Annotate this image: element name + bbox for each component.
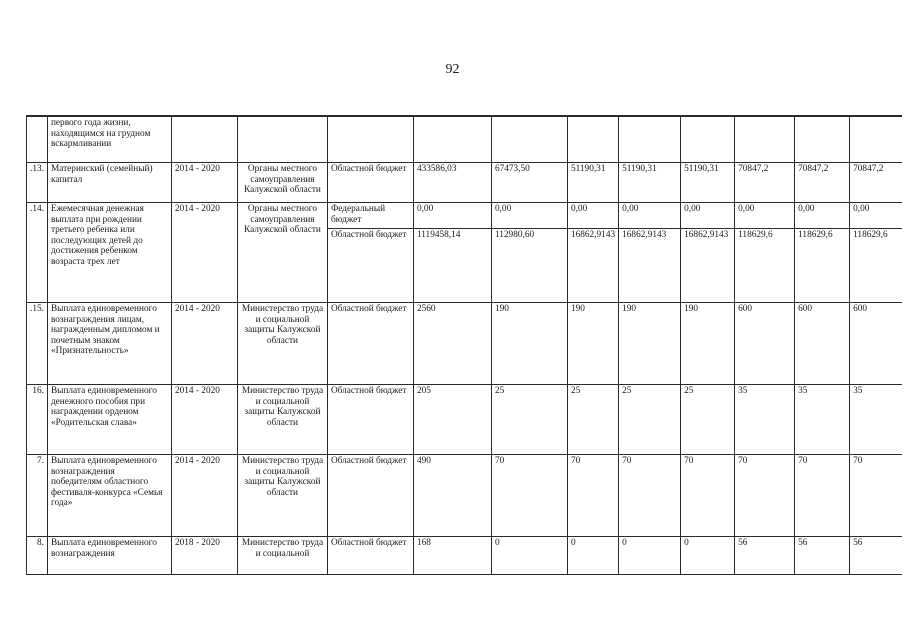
amount-cell: 70 bbox=[735, 455, 795, 537]
empty-cell bbox=[237, 116, 327, 163]
executor-cell: Органы местного самоуправления Калужской области bbox=[237, 203, 327, 303]
amount-cell: 67473,50 bbox=[491, 163, 567, 203]
amount-cell: 0,00 bbox=[735, 203, 795, 229]
amount-cell: 433586,03 bbox=[413, 163, 491, 203]
empty-cell bbox=[567, 116, 618, 163]
table-row bbox=[27, 385, 902, 455]
executor-cell: Министерство труда и социальной защиты Калужской области bbox=[237, 385, 327, 455]
amount-cell: 190 bbox=[681, 303, 735, 385]
amount-cell: 25 bbox=[567, 385, 618, 455]
funding-source-cell: Областной бюджет bbox=[327, 163, 413, 203]
empty-cell bbox=[413, 116, 491, 163]
row-number-cell: 8. bbox=[27, 537, 48, 575]
amount-cell: 16862,9143 bbox=[681, 229, 735, 303]
table-row bbox=[27, 303, 902, 385]
executor-cell: Органы местного самоуправления Калужской области bbox=[237, 163, 327, 203]
amount-cell: 35 bbox=[850, 385, 902, 455]
amount-cell: 0,00 bbox=[681, 203, 735, 229]
amount-cell: 16862,9143 bbox=[567, 229, 618, 303]
executor-cell: Министерство труда и социальной bbox=[237, 537, 327, 575]
amount-cell: 118629,6 bbox=[735, 229, 795, 303]
amount-cell: 600 bbox=[850, 303, 902, 385]
amount-cell: 35 bbox=[795, 385, 850, 455]
empty-cell bbox=[795, 116, 850, 163]
funding-source-cell: Областной бюджет bbox=[327, 537, 413, 575]
funding-source-cell: Областной бюджет bbox=[327, 303, 413, 385]
measure-name-cell: Выплата единовременного денежного пособия при награждении орденом «Родительская слава» bbox=[47, 385, 171, 455]
measure-name-cell: Материнский (семейный) капитал bbox=[47, 163, 171, 203]
amount-cell: 70 bbox=[850, 455, 902, 537]
period-cell: 2014 - 2020 bbox=[171, 455, 237, 537]
amount-cell: 25 bbox=[619, 385, 681, 455]
table-row bbox=[27, 455, 902, 537]
row-number-cell bbox=[27, 116, 48, 163]
executor-cell: Министерство труда и социальной защиты Калужской области bbox=[237, 303, 327, 385]
empty-cell bbox=[681, 116, 735, 163]
table-row bbox=[27, 537, 902, 575]
amount-cell: 118629,6 bbox=[850, 229, 902, 303]
amount-cell: 168 bbox=[413, 537, 491, 575]
amount-cell: 56 bbox=[795, 537, 850, 575]
amount-cell: 0,00 bbox=[619, 203, 681, 229]
amount-cell: 190 bbox=[567, 303, 618, 385]
table-row bbox=[27, 203, 902, 229]
amount-cell: 600 bbox=[795, 303, 850, 385]
amount-cell: 190 bbox=[491, 303, 567, 385]
table-row bbox=[27, 163, 902, 203]
amount-cell: 0,00 bbox=[795, 203, 850, 229]
amount-cell: 2560 bbox=[413, 303, 491, 385]
measure-name-cell: Выплата единовременного вознаграждения лицам, награжденным дипломом и почетным знаком «Признательность» bbox=[47, 303, 171, 385]
empty-cell bbox=[850, 116, 902, 163]
amount-cell: 0 bbox=[567, 537, 618, 575]
amount-cell: 70 bbox=[567, 455, 618, 537]
row-number-cell: .13. bbox=[27, 163, 48, 203]
table-row-continuation bbox=[27, 116, 902, 163]
amount-cell: 490 bbox=[413, 455, 491, 537]
budget-table bbox=[26, 115, 902, 575]
amount-cell: 70 bbox=[491, 455, 567, 537]
amount-cell: 35 bbox=[735, 385, 795, 455]
amount-cell: 0,00 bbox=[413, 203, 491, 229]
period-cell: 2014 - 2020 bbox=[171, 163, 237, 203]
measure-name-cell: первого года жизни, находящимся на грудном вскармливании bbox=[47, 116, 171, 163]
amount-cell: 1119458,14 bbox=[413, 229, 491, 303]
funding-source-cell: Областной бюджет bbox=[327, 385, 413, 455]
amount-cell: 0,00 bbox=[850, 203, 902, 229]
period-cell: 2014 - 2020 bbox=[171, 303, 237, 385]
measure-name-cell: Ежемесячная денежная выплата при рождении третьего ребенка или последующих детей до достижения ребенком возраста трех лет bbox=[47, 203, 171, 303]
empty-cell bbox=[171, 116, 237, 163]
empty-cell bbox=[491, 116, 567, 163]
amount-cell: 70 bbox=[681, 455, 735, 537]
amount-cell: 0,00 bbox=[491, 203, 567, 229]
row-number-cell: .15. bbox=[27, 303, 48, 385]
empty-cell bbox=[327, 116, 413, 163]
funding-source-cell: Областной бюджет bbox=[327, 229, 413, 303]
measure-name-cell: Выплата единовременного вознаграждения победителям областного фестиваля-конкурса «Семья года» bbox=[47, 455, 171, 537]
row-number-cell: .14. bbox=[27, 203, 48, 303]
amount-cell: 51190,31 bbox=[567, 163, 618, 203]
row-number-cell: 7. bbox=[27, 455, 48, 537]
amount-cell: 51190,31 bbox=[681, 163, 735, 203]
period-cell: 2014 - 2020 bbox=[171, 203, 237, 303]
funding-source-cell: Федеральный бюджет bbox=[327, 203, 413, 229]
period-cell: 2018 - 2020 bbox=[171, 537, 237, 575]
amount-cell: 0 bbox=[681, 537, 735, 575]
amount-cell: 112980,60 bbox=[491, 229, 567, 303]
period-cell: 2014 - 2020 bbox=[171, 385, 237, 455]
amount-cell: 0 bbox=[619, 537, 681, 575]
amount-cell: 25 bbox=[491, 385, 567, 455]
amount-cell: 70847,2 bbox=[735, 163, 795, 203]
amount-cell: 56 bbox=[735, 537, 795, 575]
measure-name-cell: Выплата единовременного вознаграждения bbox=[47, 537, 171, 575]
amount-cell: 70 bbox=[619, 455, 681, 537]
empty-cell bbox=[735, 116, 795, 163]
amount-cell: 16862,9143 bbox=[619, 229, 681, 303]
amount-cell: 0,00 bbox=[567, 203, 618, 229]
amount-cell: 56 bbox=[850, 537, 902, 575]
amount-cell: 600 bbox=[735, 303, 795, 385]
row-number-cell: 16. bbox=[27, 385, 48, 455]
amount-cell: 70847,2 bbox=[850, 163, 902, 203]
amount-cell: 70 bbox=[795, 455, 850, 537]
amount-cell: 190 bbox=[619, 303, 681, 385]
amount-cell: 118629,6 bbox=[795, 229, 850, 303]
amount-cell: 205 bbox=[413, 385, 491, 455]
page-number: 92 bbox=[445, 62, 460, 77]
amount-cell: 51190,31 bbox=[619, 163, 681, 203]
amount-cell: 0 bbox=[491, 537, 567, 575]
amount-cell: 25 bbox=[681, 385, 735, 455]
executor-cell: Министерство труда и социальной защиты Калужской области bbox=[237, 455, 327, 537]
funding-source-cell: Областной бюджет bbox=[327, 455, 413, 537]
amount-cell: 70847,2 bbox=[795, 163, 850, 203]
empty-cell bbox=[619, 116, 681, 163]
